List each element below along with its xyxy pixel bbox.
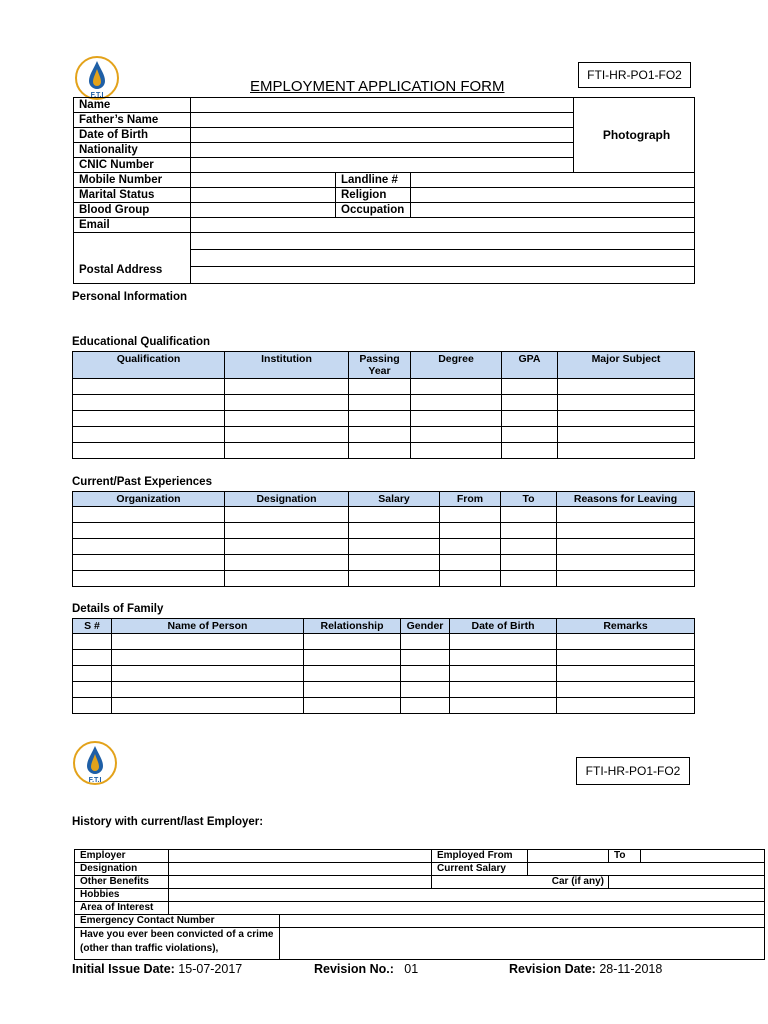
education-table	[72, 351, 695, 459]
table-cell[interactable]	[225, 395, 349, 411]
column-header: Organization	[73, 492, 225, 507]
table-cell[interactable]	[557, 539, 695, 555]
table-cell[interactable]	[112, 666, 304, 682]
table-cell[interactable]	[112, 650, 304, 666]
table-cell[interactable]	[73, 539, 225, 555]
table-cell[interactable]	[225, 443, 349, 459]
mobile-field[interactable]	[191, 173, 336, 188]
column-header: Reasons for Leaving	[557, 492, 695, 507]
table-row	[73, 395, 695, 411]
history-heading: History with current/last Employer:	[72, 816, 264, 828]
table-cell[interactable]	[440, 507, 501, 523]
table-cell[interactable]	[557, 523, 695, 539]
employer-label: Employer	[75, 850, 169, 863]
revision-date-label: Revision Date:	[509, 962, 596, 976]
column-header: Salary	[349, 492, 440, 507]
table-cell[interactable]	[73, 634, 112, 650]
landline-field[interactable]	[411, 173, 695, 188]
conviction-answer-field[interactable]	[280, 928, 765, 960]
table-cell[interactable]	[557, 571, 695, 587]
table-cell[interactable]	[349, 571, 440, 587]
blood-group-label: Blood Group	[74, 203, 191, 218]
table-row	[73, 523, 695, 539]
table-cell[interactable]	[112, 634, 304, 650]
table-cell[interactable]	[225, 571, 349, 587]
table-cell[interactable]	[73, 555, 225, 571]
table-cell[interactable]	[502, 427, 558, 443]
table-row	[74, 218, 695, 233]
religion-field[interactable]	[411, 188, 695, 203]
table-row	[73, 650, 695, 666]
hobbies-label: Hobbies	[75, 889, 169, 902]
column-header: Remarks	[557, 619, 695, 634]
table-cell[interactable]	[411, 395, 502, 411]
column-header: S #	[73, 619, 112, 634]
table-row	[75, 928, 765, 960]
issue-date-value: 15-07-2017	[178, 962, 243, 976]
column-header: Designation	[225, 492, 349, 507]
column-header: Degree	[411, 352, 502, 379]
table-cell[interactable]	[349, 379, 411, 395]
table-cell[interactable]	[225, 507, 349, 523]
table-cell[interactable]	[73, 666, 112, 682]
table-cell[interactable]	[112, 682, 304, 698]
company-logo	[74, 55, 120, 101]
column-header: To	[501, 492, 557, 507]
column-header: Passing Year	[349, 352, 411, 379]
car-label: Car (if any)	[528, 876, 609, 889]
nationality-label: Nationality	[74, 143, 191, 158]
table-cell[interactable]	[349, 395, 411, 411]
table-cell[interactable]	[411, 443, 502, 459]
table-cell[interactable]	[411, 379, 502, 395]
table-row	[73, 698, 695, 714]
table-cell[interactable]	[401, 682, 450, 698]
table-header-row	[73, 619, 695, 634]
religion-label: Religion	[336, 188, 411, 203]
table-cell[interactable]	[557, 698, 695, 714]
area-of-interest-label: Area of Interest	[75, 902, 169, 915]
table-cell[interactable]	[558, 427, 695, 443]
table-row	[73, 539, 695, 555]
table-row	[73, 379, 695, 395]
column-header: Gender	[401, 619, 450, 634]
table-cell[interactable]	[411, 411, 502, 427]
father-name-field[interactable]	[191, 113, 574, 128]
table-row	[73, 555, 695, 571]
table-cell[interactable]	[557, 650, 695, 666]
table-row	[74, 98, 695, 113]
car-field[interactable]	[609, 876, 765, 889]
table-cell[interactable]	[502, 379, 558, 395]
table-cell[interactable]	[501, 571, 557, 587]
table-row	[75, 889, 765, 902]
table-cell[interactable]	[558, 395, 695, 411]
initial-issue-date	[72, 962, 242, 976]
table-cell[interactable]	[450, 682, 557, 698]
page-title: EMPLOYMENT APPLICATION FORM	[250, 78, 505, 95]
employer-field[interactable]	[169, 850, 432, 863]
table-row	[74, 233, 695, 250]
table-cell[interactable]	[450, 634, 557, 650]
table-cell[interactable]	[440, 523, 501, 539]
area-of-interest-field[interactable]	[169, 902, 765, 915]
table-cell[interactable]	[73, 682, 112, 698]
table-cell[interactable]	[349, 443, 411, 459]
email-field[interactable]	[191, 218, 695, 233]
table-row	[74, 203, 695, 218]
table-row	[75, 876, 765, 889]
table-row	[73, 571, 695, 587]
cnic-field[interactable]	[191, 158, 574, 173]
table-cell[interactable]	[411, 427, 502, 443]
table-cell[interactable]	[401, 698, 450, 714]
occupation-field[interactable]	[411, 203, 695, 218]
table-cell[interactable]	[349, 411, 411, 427]
revision-date-value: 28-11-2018	[599, 962, 663, 976]
column-header: GPA	[502, 352, 558, 379]
marital-status-label: Marital Status	[74, 188, 191, 203]
family-heading: Details of Family	[72, 603, 164, 615]
table-cell[interactable]	[450, 666, 557, 682]
landline-label: Landline #	[336, 173, 411, 188]
employed-from-label: Employed From	[432, 850, 528, 863]
issue-date-label: Initial Issue Date:	[72, 962, 175, 976]
table-cell[interactable]	[73, 395, 225, 411]
table-row	[73, 411, 695, 427]
table-cell[interactable]	[557, 634, 695, 650]
revision-number	[314, 962, 418, 976]
table-cell[interactable]	[112, 698, 304, 714]
current-salary-field[interactable]	[528, 863, 765, 876]
table-cell[interactable]	[304, 634, 401, 650]
experience-heading: Current/Past Experiences	[72, 476, 212, 488]
postal-address-line[interactable]	[191, 267, 695, 284]
table-header-row	[73, 492, 695, 507]
dob-label: Date of Birth	[74, 128, 191, 143]
table-row	[73, 427, 695, 443]
table-cell[interactable]	[225, 427, 349, 443]
table-cell[interactable]	[73, 443, 225, 459]
table-cell[interactable]	[73, 411, 225, 427]
table-cell[interactable]	[558, 379, 695, 395]
family-table	[72, 618, 695, 714]
table-row	[74, 188, 695, 203]
table-row	[73, 666, 695, 682]
name-label: Name	[74, 98, 191, 113]
conviction-question: Have you ever been convicted of a crime (other than traffic violations),	[75, 928, 280, 960]
table-cell[interactable]	[73, 507, 225, 523]
to-field[interactable]	[641, 850, 765, 863]
table-cell[interactable]	[501, 507, 557, 523]
table-cell[interactable]	[440, 539, 501, 555]
table-cell[interactable]	[450, 698, 557, 714]
table-cell[interactable]	[401, 650, 450, 666]
table-row	[75, 915, 765, 928]
table-cell[interactable]	[450, 650, 557, 666]
name-field[interactable]	[191, 98, 574, 113]
table-cell[interactable]	[225, 555, 349, 571]
column-header: Qualification	[73, 352, 225, 379]
table-cell[interactable]	[349, 507, 440, 523]
table-row	[73, 443, 695, 459]
column-header: Name of Person	[112, 619, 304, 634]
designation-field[interactable]	[169, 863, 432, 876]
table-header-row	[73, 352, 695, 379]
table-cell[interactable]	[440, 571, 501, 587]
table-row	[73, 634, 695, 650]
table-cell[interactable]	[73, 523, 225, 539]
dob-field[interactable]	[191, 128, 574, 143]
table-row	[73, 507, 695, 523]
table-row	[75, 850, 765, 863]
column-header: Relationship	[304, 619, 401, 634]
table-cell[interactable]	[502, 443, 558, 459]
table-cell[interactable]	[73, 698, 112, 714]
cnic-label: CNIC Number	[74, 158, 191, 173]
personal-info-heading: Personal Information	[72, 291, 188, 303]
table-cell[interactable]	[502, 411, 558, 427]
current-salary-label: Current Salary	[432, 863, 528, 876]
table-cell[interactable]	[73, 571, 225, 587]
to-label: To	[609, 850, 641, 863]
company-logo	[72, 740, 118, 786]
father-name-label: Father’s Name	[74, 113, 191, 128]
table-cell[interactable]	[73, 427, 225, 443]
table-cell[interactable]	[304, 682, 401, 698]
column-header: Major Subject	[558, 352, 695, 379]
revision-label: Revision No.:	[314, 962, 394, 976]
nationality-field[interactable]	[191, 143, 574, 158]
emergency-contact-field[interactable]	[280, 915, 765, 928]
email-label: Email	[74, 218, 191, 233]
column-header: Date of Birth	[450, 619, 557, 634]
table-cell[interactable]	[558, 411, 695, 427]
other-benefits-field[interactable]	[169, 876, 432, 889]
table-row	[75, 863, 765, 876]
column-header: Institution	[225, 352, 349, 379]
blood-group-field[interactable]	[191, 203, 336, 218]
table-cell[interactable]	[73, 650, 112, 666]
table-cell[interactable]	[501, 523, 557, 539]
photograph-box[interactable]: Photograph	[574, 98, 695, 173]
table-cell[interactable]	[501, 555, 557, 571]
table-cell[interactable]	[349, 427, 411, 443]
table-row	[75, 902, 765, 915]
svg-text:F.T.I: F.T.I	[90, 92, 104, 99]
svg-text:F.T.I: F.T.I	[88, 777, 102, 784]
table-cell[interactable]	[401, 666, 450, 682]
table-cell[interactable]	[304, 666, 401, 682]
revision-value: 01	[404, 962, 419, 976]
table-row	[74, 173, 695, 188]
employed-from-field[interactable]	[528, 850, 609, 863]
employer-history-table	[74, 849, 765, 960]
education-heading: Educational Qualification	[72, 336, 211, 348]
table-cell[interactable]	[73, 379, 225, 395]
hobbies-field[interactable]	[169, 889, 765, 902]
table-cell[interactable]	[501, 539, 557, 555]
emergency-contact-label: Emergency Contact Number	[75, 915, 280, 928]
table-cell[interactable]	[304, 650, 401, 666]
designation-label: Designation	[75, 863, 169, 876]
mobile-label: Mobile Number	[74, 173, 191, 188]
table-cell[interactable]	[349, 523, 440, 539]
table-cell[interactable]	[225, 539, 349, 555]
table-cell[interactable]	[225, 411, 349, 427]
form-code-box: FTI-HR-PO1-FO2	[578, 62, 691, 88]
table-cell[interactable]	[558, 443, 695, 459]
personal-details-table	[73, 97, 695, 284]
revision-date	[509, 962, 662, 976]
car-label-cell	[432, 876, 528, 889]
postal-address-label: Postal Address	[74, 233, 191, 284]
postal-address-line[interactable]	[191, 233, 695, 250]
table-cell[interactable]	[502, 395, 558, 411]
table-cell[interactable]	[349, 539, 440, 555]
column-header: From	[440, 492, 501, 507]
form-code-box: FTI-HR-PO1-FO2	[576, 757, 690, 785]
table-cell[interactable]	[225, 523, 349, 539]
table-cell[interactable]	[557, 555, 695, 571]
table-cell[interactable]	[349, 555, 440, 571]
table-cell[interactable]	[557, 507, 695, 523]
table-cell[interactable]	[401, 634, 450, 650]
table-cell[interactable]	[557, 666, 695, 682]
table-cell[interactable]	[557, 682, 695, 698]
table-row	[73, 682, 695, 698]
occupation-label: Occupation	[336, 203, 411, 218]
table-cell[interactable]	[225, 379, 349, 395]
experience-table	[72, 491, 695, 587]
other-benefits-label: Other Benefits	[75, 876, 169, 889]
postal-address-line[interactable]	[191, 250, 695, 267]
table-cell[interactable]	[304, 698, 401, 714]
table-cell[interactable]	[440, 555, 501, 571]
marital-status-field[interactable]	[191, 188, 336, 203]
